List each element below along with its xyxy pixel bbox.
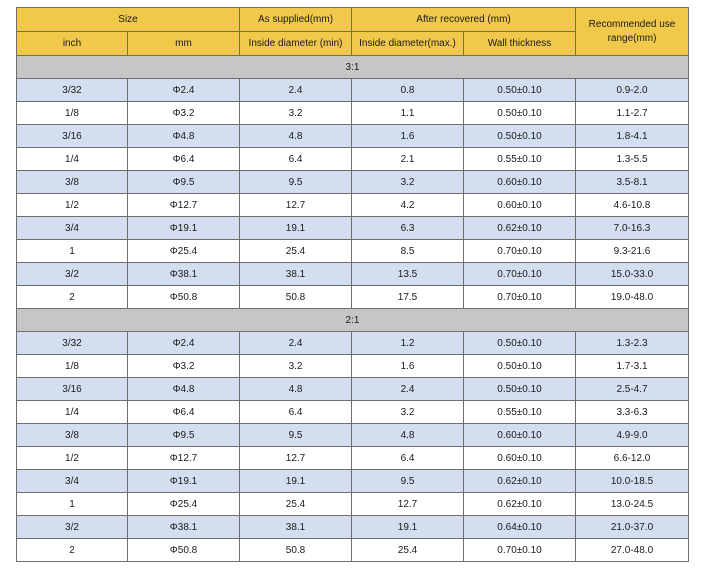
- size-header: Size: [17, 8, 240, 32]
- inch-cell: 1/4: [17, 401, 128, 424]
- recommended-range-cell: 9.3-21.6: [576, 240, 689, 263]
- section-row: [17, 56, 689, 79]
- inch-cell: 1/8: [17, 102, 128, 125]
- wall-thickness-cell: 0.70±0.10: [464, 240, 576, 263]
- inch-cell: 3/4: [17, 470, 128, 493]
- table-row: [17, 148, 689, 171]
- inch-cell: 1/2: [17, 194, 128, 217]
- wall-thickness-cell: 0.64±0.10: [464, 516, 576, 539]
- recommended-range-cell: 6.6-12.0: [576, 447, 689, 470]
- inside-diameter-max-cell: 1.6: [352, 355, 464, 378]
- section-row: [17, 309, 689, 332]
- wall-thickness-cell: 0.55±0.10: [464, 148, 576, 171]
- mm-cell: Φ6.4: [128, 401, 240, 424]
- inside-diameter-min-header: Inside diameter (min): [240, 32, 352, 56]
- inside-diameter-min-cell: 6.4: [240, 148, 352, 171]
- inside-diameter-min-cell: 4.8: [240, 125, 352, 148]
- inside-diameter-min-cell: 6.4: [240, 401, 352, 424]
- inch-cell: 3/32: [17, 332, 128, 355]
- mm-cell: Φ9.5: [128, 171, 240, 194]
- mm-cell: Φ12.7: [128, 447, 240, 470]
- inside-diameter-max-cell: 13.5: [352, 263, 464, 286]
- mm-cell: Φ2.4: [128, 79, 240, 102]
- inside-diameter-max-cell: 2.1: [352, 148, 464, 171]
- section-ratio-label: 3:1: [17, 56, 689, 79]
- inch-cell: 3/2: [17, 263, 128, 286]
- wall-thickness-cell: 0.60±0.10: [464, 194, 576, 217]
- wall-thickness-cell: 0.55±0.10: [464, 401, 576, 424]
- table-row: [17, 516, 689, 539]
- table-row: [17, 355, 689, 378]
- wall-thickness-cell: 0.60±0.10: [464, 447, 576, 470]
- table-row: [17, 332, 689, 355]
- mm-cell: Φ12.7: [128, 194, 240, 217]
- inside-diameter-max-cell: 3.2: [352, 401, 464, 424]
- table-row: [17, 424, 689, 447]
- inside-diameter-max-cell: 19.1: [352, 516, 464, 539]
- inside-diameter-max-cell: 1.6: [352, 125, 464, 148]
- recommended-range-cell: 1.1-2.7: [576, 102, 689, 125]
- spec-table: [16, 7, 689, 562]
- mm-cell: Φ2.4: [128, 332, 240, 355]
- inch-cell: 2: [17, 539, 128, 562]
- mm-cell: Φ4.8: [128, 125, 240, 148]
- mm-cell: Φ4.8: [128, 378, 240, 401]
- mm-cell: Φ25.4: [128, 493, 240, 516]
- wall-thickness-cell: 0.70±0.10: [464, 263, 576, 286]
- wall-thickness-cell: 0.60±0.10: [464, 171, 576, 194]
- recommended-range-header: Recommended use range(mm): [576, 8, 689, 56]
- recommended-range-cell: 15.0-33.0: [576, 263, 689, 286]
- inside-diameter-max-cell: 0.8: [352, 79, 464, 102]
- mm-cell: Φ50.8: [128, 286, 240, 309]
- recommended-range-cell: 2.5-4.7: [576, 378, 689, 401]
- inside-diameter-max-header: Inside diameter(max.): [352, 32, 464, 56]
- inside-diameter-max-cell: 1.2: [352, 332, 464, 355]
- table-row: [17, 240, 689, 263]
- inside-diameter-max-cell: 3.2: [352, 171, 464, 194]
- mm-cell: Φ38.1: [128, 516, 240, 539]
- inch-cell: 3/16: [17, 378, 128, 401]
- inch-header: inch: [17, 32, 128, 56]
- inside-diameter-min-cell: 12.7: [240, 447, 352, 470]
- mm-header: mm: [128, 32, 240, 56]
- table-header: [17, 8, 689, 56]
- inside-diameter-max-cell: 25.4: [352, 539, 464, 562]
- inside-diameter-min-cell: 3.2: [240, 102, 352, 125]
- recommended-range-cell: 27.0-48.0: [576, 539, 689, 562]
- wall-thickness-cell: 0.50±0.10: [464, 355, 576, 378]
- recommended-range-cell: 4.6-10.8: [576, 194, 689, 217]
- inside-diameter-max-cell: 4.2: [352, 194, 464, 217]
- recommended-range-cell: 1.8-4.1: [576, 125, 689, 148]
- inside-diameter-max-cell: 8.5: [352, 240, 464, 263]
- after-recovered-header: After recovered (mm): [352, 8, 576, 32]
- inside-diameter-min-cell: 50.8: [240, 539, 352, 562]
- inside-diameter-min-cell: 50.8: [240, 286, 352, 309]
- table-row: [17, 171, 689, 194]
- table-row: [17, 194, 689, 217]
- inside-diameter-min-cell: 4.8: [240, 378, 352, 401]
- inside-diameter-min-cell: 25.4: [240, 240, 352, 263]
- wall-thickness-cell: 0.70±0.10: [464, 539, 576, 562]
- mm-cell: Φ19.1: [128, 217, 240, 240]
- inside-diameter-min-cell: 19.1: [240, 217, 352, 240]
- wall-thickness-cell: 0.50±0.10: [464, 102, 576, 125]
- inside-diameter-max-cell: 6.3: [352, 217, 464, 240]
- inside-diameter-min-cell: 12.7: [240, 194, 352, 217]
- as-supplied-header: As supplied(mm): [240, 8, 352, 32]
- recommended-range-cell: 19.0-48.0: [576, 286, 689, 309]
- wall-thickness-cell: 0.50±0.10: [464, 378, 576, 401]
- section-ratio-label: 2:1: [17, 309, 689, 332]
- table-row: [17, 125, 689, 148]
- recommended-range-cell: 21.0-37.0: [576, 516, 689, 539]
- wall-thickness-cell: 0.62±0.10: [464, 470, 576, 493]
- recommended-range-cell: 3.5-8.1: [576, 171, 689, 194]
- inch-cell: 1/8: [17, 355, 128, 378]
- wall-thickness-cell: 0.62±0.10: [464, 217, 576, 240]
- inside-diameter-min-cell: 25.4: [240, 493, 352, 516]
- mm-cell: Φ38.1: [128, 263, 240, 286]
- inside-diameter-max-cell: 12.7: [352, 493, 464, 516]
- mm-cell: Φ19.1: [128, 470, 240, 493]
- recommended-range-cell: 1.7-3.1: [576, 355, 689, 378]
- recommended-range-cell: 13.0-24.5: [576, 493, 689, 516]
- mm-cell: Φ9.5: [128, 424, 240, 447]
- inside-diameter-min-cell: 38.1: [240, 516, 352, 539]
- inch-cell: 1/4: [17, 148, 128, 171]
- mm-cell: Φ3.2: [128, 355, 240, 378]
- table-row: [17, 539, 689, 562]
- inside-diameter-max-cell: 17.5: [352, 286, 464, 309]
- table-row: [17, 470, 689, 493]
- inside-diameter-max-cell: 4.8: [352, 424, 464, 447]
- table-row: [17, 217, 689, 240]
- mm-cell: Φ50.8: [128, 539, 240, 562]
- table-row: [17, 102, 689, 125]
- inside-diameter-max-cell: 9.5: [352, 470, 464, 493]
- table-row: [17, 493, 689, 516]
- inch-cell: 2: [17, 286, 128, 309]
- inch-cell: 3/2: [17, 516, 128, 539]
- inside-diameter-min-cell: 19.1: [240, 470, 352, 493]
- recommended-range-cell: 7.0-16.3: [576, 217, 689, 240]
- wall-thickness-cell: 0.60±0.10: [464, 424, 576, 447]
- recommended-range-cell: 4.9-9.0: [576, 424, 689, 447]
- inside-diameter-min-cell: 2.4: [240, 332, 352, 355]
- inside-diameter-max-cell: 2.4: [352, 378, 464, 401]
- inside-diameter-min-cell: 2.4: [240, 79, 352, 102]
- mm-cell: Φ6.4: [128, 148, 240, 171]
- inch-cell: 3/8: [17, 171, 128, 194]
- wall-thickness-cell: 0.50±0.10: [464, 79, 576, 102]
- table-row: [17, 401, 689, 424]
- recommended-range-cell: 1.3-2.3: [576, 332, 689, 355]
- table-row: [17, 447, 689, 470]
- table-row: [17, 378, 689, 401]
- inside-diameter-max-cell: 1.1: [352, 102, 464, 125]
- recommended-range-cell: 1.3-5.5: [576, 148, 689, 171]
- recommended-range-cell: 0.9-2.0: [576, 79, 689, 102]
- wall-thickness-cell: 0.50±0.10: [464, 125, 576, 148]
- mm-cell: Φ3.2: [128, 102, 240, 125]
- table-body: [17, 56, 689, 562]
- inch-cell: 3/32: [17, 79, 128, 102]
- mm-cell: Φ25.4: [128, 240, 240, 263]
- inch-cell: 1/2: [17, 447, 128, 470]
- inside-diameter-min-cell: 9.5: [240, 171, 352, 194]
- inch-cell: 3/16: [17, 125, 128, 148]
- header-row-top: [17, 8, 689, 32]
- inside-diameter-min-cell: 38.1: [240, 263, 352, 286]
- wall-thickness-cell: 0.50±0.10: [464, 332, 576, 355]
- table-row: [17, 79, 689, 102]
- wall-thickness-header: Wall thickness: [464, 32, 576, 56]
- wall-thickness-cell: 0.70±0.10: [464, 286, 576, 309]
- inch-cell: 3/8: [17, 424, 128, 447]
- recommended-range-cell: 3.3-6.3: [576, 401, 689, 424]
- inside-diameter-max-cell: 6.4: [352, 447, 464, 470]
- inside-diameter-min-cell: 9.5: [240, 424, 352, 447]
- recommended-range-cell: 10.0-18.5: [576, 470, 689, 493]
- inside-diameter-min-cell: 3.2: [240, 355, 352, 378]
- wall-thickness-cell: 0.62±0.10: [464, 493, 576, 516]
- table-row: [17, 286, 689, 309]
- table-row: [17, 263, 689, 286]
- inch-cell: 1: [17, 493, 128, 516]
- inch-cell: 3/4: [17, 217, 128, 240]
- inch-cell: 1: [17, 240, 128, 263]
